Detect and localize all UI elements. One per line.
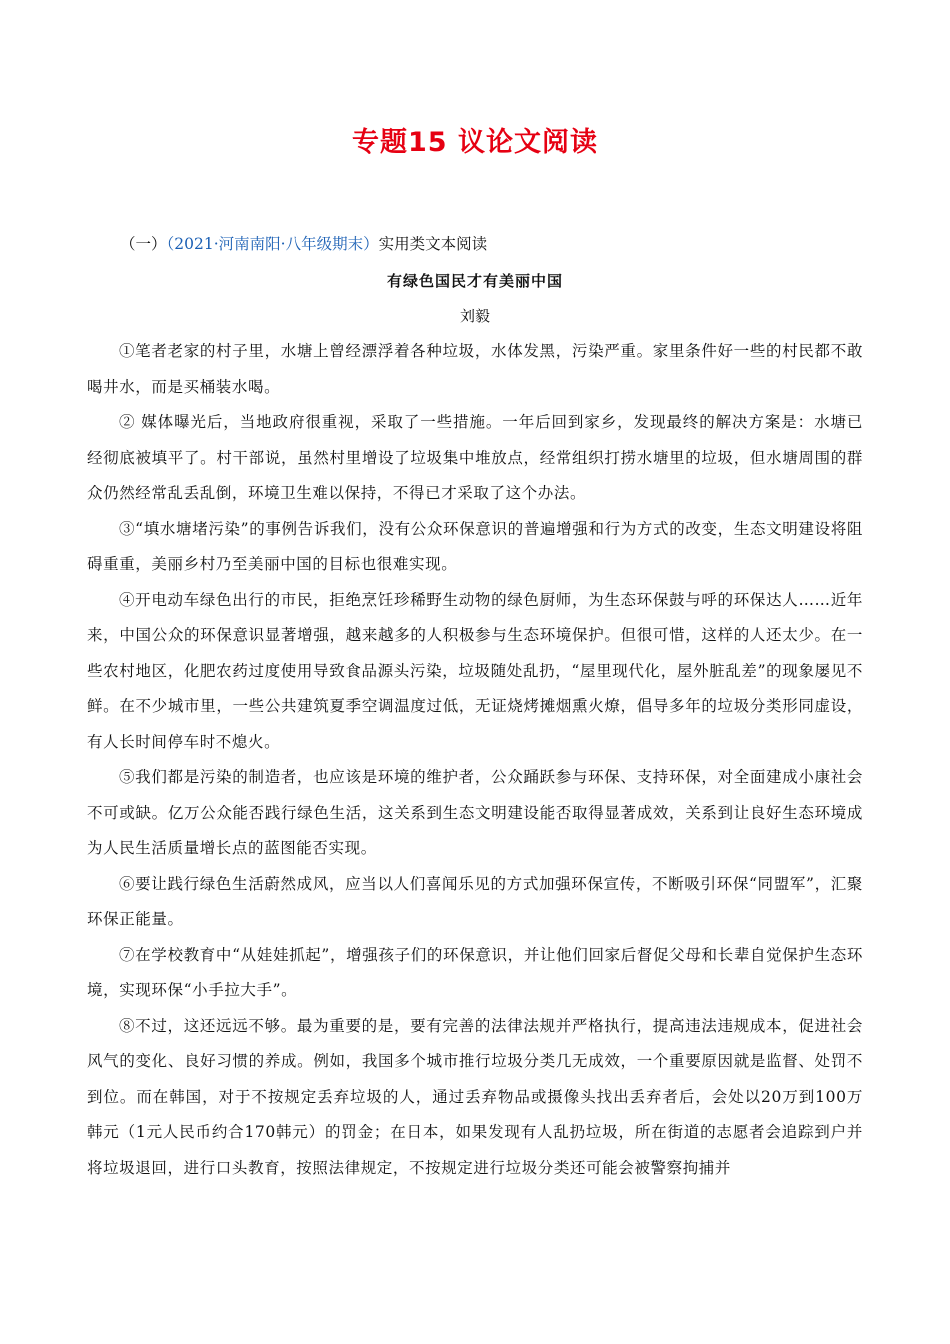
article-title: 有绿色国民才有美丽中国	[386, 272, 563, 290]
section-number: （一）	[120, 235, 167, 253]
paragraph-4: ④开电动车绿色出行的市民，拒绝烹饪珍稀野生动物的绿色厨师，为生态环保鼓与呼的环保达人……近年来，中国公众的环保意识显著增强，越来越多的人积极参与生态环境保护。但很可惜，这样的人还太少。在一些农村地区，化肥农药过度使用导致食品源头污染，垃圾随处乱扔，“屋里现代化，屋外脏乱差”的现象屡见不鲜。在不少城市里，一些公共建筑夏季空调温度过低，无证烧烤摊烟熏火燎，倡导多年的垃圾分类形同虚设，有人长时间停车时不熄火。	[87, 590, 863, 751]
paragraph-7: ⑦在学校教育中“从娃娃抓起”，增强孩子们的环保意识，并让他们回家后督促父母和长辈自觉保护生态环境，实现环保“小手拉大手”。	[87, 945, 863, 999]
text-type: 实用类文本阅读	[378, 235, 488, 253]
exam-origin: （2021·河南南阳·八年级期末）	[166, 235, 379, 253]
page-title: 专题15 议论文阅读	[352, 127, 598, 158]
article-author: 刘毅	[459, 307, 490, 325]
paragraph-6: ⑥要让践行绿色生活蔚然成风，应当以人们喜闻乐见的方式加强环保宣传，不断吸引环保“同盟军”，汇聚环保正能量。	[87, 874, 863, 928]
paragraph-3: ③“填水塘堵污染”的事例告诉我们，没有公众环保意识的普遍增强和行为方式的改变，生态文明建设将阻碍重重，美丽乡村乃至美丽中国的目标也很难实现。	[87, 519, 863, 573]
paragraph-8: ⑧不过，这还远远不够。最为重要的是，要有完善的法律法规并严格执行，提高违法违规成本，促进社会风气的变化、良好习惯的养成。例如，我国多个城市推行垃圾分类几无成效，一个重要原因就是监督、处罚不到位。而在韩国，对于不按规定丢弃垃圾的人，通过丢弃物品或摄像头找出丢弃者后，会处以20万到100万韩元（1元人民币约合170韩元）的罚金；在日本，如果发现有人乱扔垃圾，所在街道的志愿者会追踪到户并将垃圾退回，进行口头教育，按照法律规定，不按规定进行垃圾分类还可能会被警察拘捕并	[87, 1016, 863, 1177]
paragraph-5: ⑤我们都是污染的制造者，也应该是环境的维护者，公众踊跃参与环保、支持环保，对全面建成小康社会不可或缺。亿万公众能否践行绿色生活，这关系到生态文明建设能否取得显著成效，关系到让良好生态环境成为人民生活质量增长点的蓝图能否实现。	[87, 768, 863, 857]
article-body	[87, 334, 863, 1186]
question-source-line	[120, 232, 487, 254]
paragraph-1: ①笔者老家的村子里，水塘上曾经漂浮着各种垃圾，水体发黑，污染严重。家里条件好一些的村民都不敢喝井水，而是买桶装水喝。	[87, 342, 863, 396]
paragraph-2: ② 媒体曝光后，当地政府很重视，采取了一些措施。一年后回到家乡，发现最终的解决方案是：水塘已经彻底被填平了。村干部说，虽然村里增设了垃圾集中堆放点，经常组织打捞水塘里的垃圾，但水塘周围的群众仍然经常乱丢乱倒，环境卫生难以保持，不得已才采取了这个办法。	[87, 413, 863, 502]
